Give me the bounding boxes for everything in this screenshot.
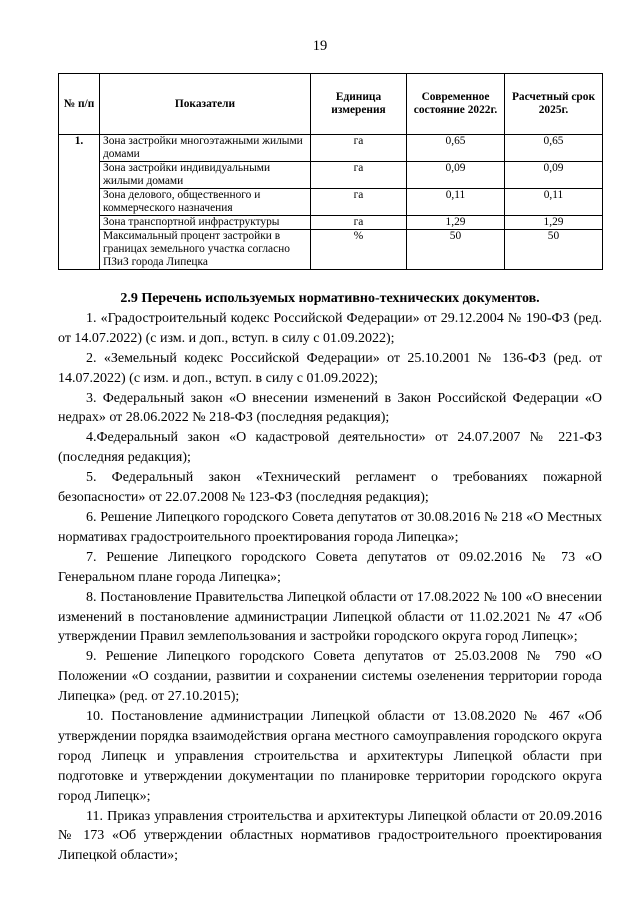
list-item: 8. Постановление Правительства Липецкой области от 17.08.2022 № 100 «О внесении изменений в постановление администрации Липецкой области от 11.02.2021 № 47 «Об утверждении Правил землепользования и застройки городского округа город Липецк»; — [58, 589, 602, 645]
list-item: 11. Приказ управления строительства и архитектуры Липецкой области от 20.09.2016 № 173 «Об утверждении областных нормативов градостроительного проектирования Липецкой области»; — [58, 808, 602, 864]
indicators-table — [58, 73, 603, 270]
cell-indicator: Зона застройки многоэтажными жилыми домами — [100, 135, 311, 162]
cell-indicator: Зона делового, общественного и коммерческого назначения — [100, 189, 311, 216]
section-heading: 2.9 Перечень используемых нормативно-технических документов. — [120, 291, 540, 306]
cell-indicator: Зона застройки индивидуальными жилыми домами — [100, 162, 311, 189]
table-row — [59, 216, 603, 230]
table-row — [59, 135, 603, 162]
cell-indicator: Максимальный процент застройки в границах земельного участка согласно ПЗиЗ города Липецка — [100, 230, 311, 270]
list-item: 3. Федеральный закон «О внесении изменений в Закон Российской Федерации «О недрах» от 28.06.2022 № 218-ФЗ (последняя редакция); — [58, 390, 602, 426]
header-indicator: Показатели — [100, 74, 311, 135]
list-item: 1. «Градостроительный кодекс Российской Федерации» от 29.12.2004 № 190-ФЗ (ред. от 14.07.2022) (с изм. и доп., вступ. в силу с 01.09.2022); — [58, 310, 602, 346]
cell-current: 50 — [407, 230, 505, 270]
header-unit: Единица измерения — [311, 74, 407, 135]
header-num: № п/п — [59, 74, 100, 135]
header-current: Современное состояние 2022г. — [407, 74, 505, 135]
cell-current: 0,65 — [407, 135, 505, 162]
list-item: 10. Постановление администрации Липецкой области от 13.08.2020 № 467 «Об утверждении порядка взаимодействия органа местного самоуправления городского округа город Липецк и управления строительства и архитектуры Липецкой области при подготовке и утверждении документации по планировке территории городского округа город Липецк»; — [58, 709, 602, 804]
table-row — [59, 162, 603, 189]
cell-target: 0,65 — [505, 135, 603, 162]
row-group-number: 1. — [59, 135, 100, 270]
cell-target: 0,11 — [505, 189, 603, 216]
cell-target: 0,09 — [505, 162, 603, 189]
list-item: 7. Решение Липецкого городского Совета депутатов от 09.02.2016 № 73 «О Генеральном плане города Липецка»; — [58, 549, 602, 585]
list-item: 5. Федеральный закон «Технический регламент о требованиях пожарной безопасности» от 22.07.2008 № 123-ФЗ (последняя редакция); — [58, 470, 602, 506]
list-item: 6. Решение Липецкого городского Совета депутатов от 30.08.2016 № 218 «О Местных нормативах градостроительного проектирования города Липецка»; — [58, 509, 602, 545]
table-row — [59, 230, 603, 270]
cell-indicator: Зона транспортной инфраструктуры — [100, 216, 311, 230]
list-item: 2. «Земельный кодекс Российской Федерации» от 25.10.2001 № 136-ФЗ (ред. от 14.07.2022) (с изм. и доп., вступ. в силу с 01.09.2022); — [58, 350, 602, 386]
table-header-row — [59, 74, 603, 135]
cell-unit: га — [311, 216, 407, 230]
cell-unit: га — [311, 189, 407, 216]
cell-current: 0,11 — [407, 189, 505, 216]
cell-unit: га — [311, 162, 407, 189]
cell-unit: га — [311, 135, 407, 162]
cell-current: 1,29 — [407, 216, 505, 230]
list-item: 4.Федеральный закон «О кадастровой деятельности» от 24.07.2007 № 221-ФЗ (последняя редакция); — [58, 430, 602, 466]
header-target: Расчетный срок 2025г. — [505, 74, 603, 135]
page-number: 19 — [312, 38, 328, 54]
cell-target: 1,29 — [505, 216, 603, 230]
cell-target: 50 — [505, 230, 603, 270]
cell-unit: % — [311, 230, 407, 270]
table-row — [59, 189, 603, 216]
list-item: 9. Решение Липецкого городского Совета депутатов от 25.03.2008 № 790 «О Положении «О создании, развитии и сохранении системы озеленения территории города Липецка» (ред. от 27.10.2015); — [58, 649, 602, 705]
cell-current: 0,09 — [407, 162, 505, 189]
document-body — [58, 289, 602, 866]
